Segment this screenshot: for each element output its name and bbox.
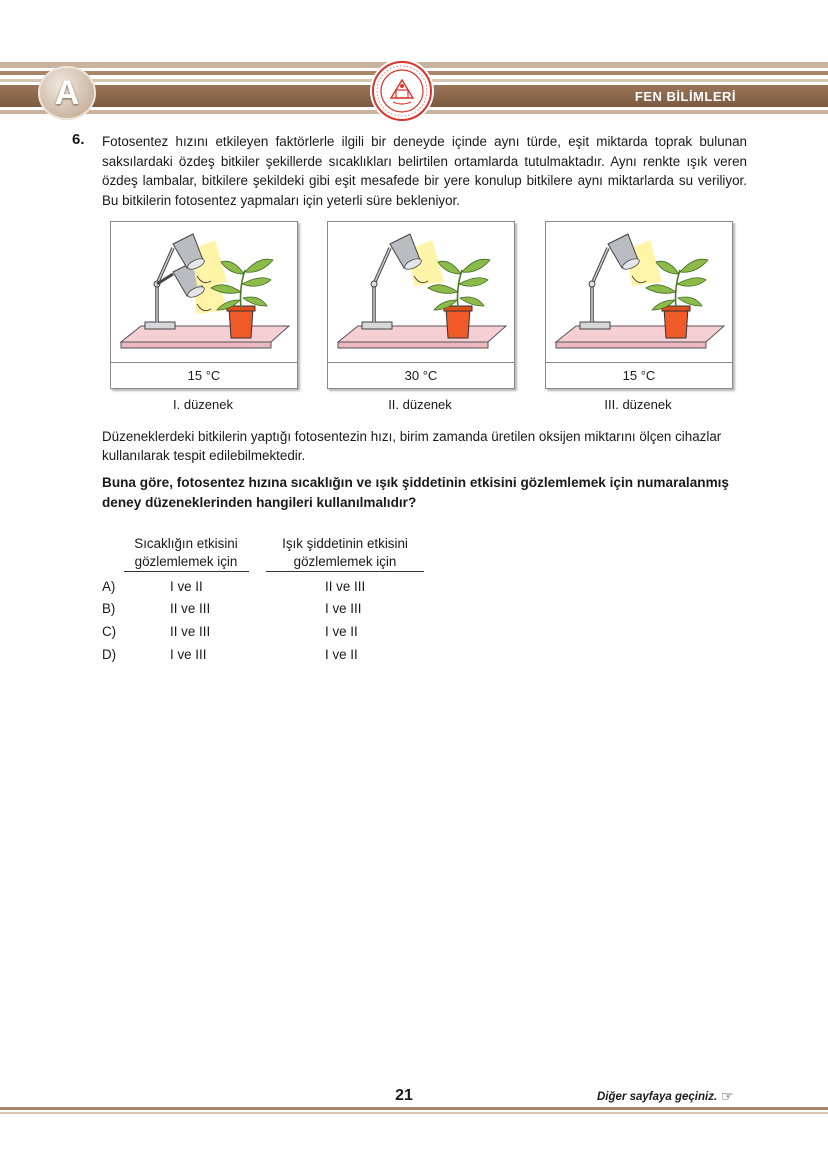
question-number: 6. <box>72 131 85 148</box>
column-header-line: Işık şiddetinin etkisini <box>282 536 408 551</box>
page-number: 21 <box>395 1087 413 1104</box>
booklet-letter: A <box>54 74 80 112</box>
lamp-plant-illustration <box>111 222 297 363</box>
column-header-light <box>266 535 424 571</box>
plant-leaf <box>677 278 706 287</box>
column-header-temperature <box>124 535 248 571</box>
lamp-joint <box>371 281 377 287</box>
plant-leaf <box>245 259 273 272</box>
table-edge <box>556 342 706 348</box>
column-header-line: gözlemlemek için <box>293 554 397 569</box>
setup-panel-3 <box>545 221 733 389</box>
plant-leaf <box>678 297 702 306</box>
subject-title: FEN BİLİMLERİ <box>634 89 736 104</box>
option-d-letter[interactable]: D) <box>102 647 117 662</box>
option-b-light[interactable]: I ve III <box>325 601 362 616</box>
footer-stripe <box>0 1107 828 1110</box>
option-b-temperature[interactable]: II ve III <box>170 601 211 616</box>
lamp-base <box>145 322 175 329</box>
flower-pot <box>664 308 688 338</box>
lamp-joint <box>589 281 595 287</box>
lamp-plant-illustration <box>328 222 514 363</box>
plant-leaf <box>646 285 676 294</box>
setup-panel-2 <box>327 221 515 389</box>
column-underline <box>266 571 424 572</box>
option-a-temperature[interactable]: I ve II <box>170 579 203 594</box>
lamp-icon <box>390 234 444 286</box>
plant-leaf <box>242 278 271 287</box>
plant-stem <box>676 270 681 308</box>
option-b-letter[interactable]: B) <box>102 601 116 616</box>
plant-leaf <box>243 297 267 306</box>
column-header-line: Sıcaklığın etkisini <box>134 536 238 551</box>
lamp-icon <box>608 234 662 286</box>
setup-caption: I. düzenek <box>173 397 233 412</box>
lamp-base <box>362 322 392 329</box>
info-paragraph: Düzeneklerdeki bitkilerin yaptığı fotosentezin hızı, birim zamanda üretilen oksijen miktarını ölçen cihazlar kullanılarak tespit edilebilmektedir. <box>102 429 722 463</box>
option-a-letter[interactable]: A) <box>102 579 116 594</box>
column-header-line: gözlemlemek için <box>134 554 238 569</box>
plant-stem <box>458 270 463 308</box>
table-edge <box>338 342 488 348</box>
option-c-temperature[interactable]: II ve III <box>170 624 211 639</box>
option-d-light[interactable]: I ve II <box>325 647 358 662</box>
setup-panel-1 <box>110 221 298 389</box>
booklet-badge <box>38 66 96 120</box>
setup-caption: III. düzenek <box>604 397 672 412</box>
setup-temperature: 15 °C <box>187 368 221 383</box>
footer-stripe <box>0 1112 828 1114</box>
plant-leaf <box>221 261 244 274</box>
lamp-plant-illustration <box>546 222 732 363</box>
flower-pot <box>446 308 470 338</box>
lamp-base <box>580 322 610 329</box>
pointing-hand-icon: ☞ <box>721 1088 734 1104</box>
option-d-temperature[interactable]: I ve III <box>170 647 207 662</box>
plant-leaf <box>460 297 484 306</box>
column-underline <box>124 571 249 572</box>
table-edge <box>121 342 271 348</box>
ministry-seal-icon <box>369 58 435 124</box>
setup-caption: II. düzenek <box>388 397 452 412</box>
flower-pot <box>229 308 253 338</box>
option-c-light[interactable]: I ve II <box>325 624 358 639</box>
option-c-letter[interactable]: C) <box>102 624 117 639</box>
plant-leaf <box>462 259 490 272</box>
plant-leaf <box>459 278 488 287</box>
option-a-light[interactable]: II ve III <box>325 579 366 594</box>
plant-leaf <box>428 285 458 294</box>
plant-leaf <box>656 261 679 274</box>
plant-leaf <box>438 261 461 274</box>
plant-leaf <box>680 259 708 272</box>
plant-stem <box>241 270 246 308</box>
question-prompt: Buna göre, fotosentez hızına sıcaklığın ve ışık şiddetinin etkisini gözlemlemek için numaralanmış deney düzeneklerinden hangileri kullanılmalıdır? <box>102 475 729 510</box>
setup-temperature: 15 °C <box>622 368 656 383</box>
next-page-text: Diğer sayfaya geçiniz. <box>597 1091 718 1103</box>
setup-temperature: 30 °C <box>404 368 438 383</box>
question-text: Fotosentez hızını etkileyen faktörlerle ilgili bir deneyde içinde aynı türde, eşit miktarda toprak bulunan saksılardaki özdeş bitkiler şekillerde sıcaklıkları belirtilen ortamlarda tutulmaktadır. Aynı renkte ışık veren özdeş lambalar, bitkilere şekildeki gibi eşit mesafede bir yere konulup bitkilere aynı miktarlarda su veriliyor. Bu bitkilerin fotosentez yapmaları için yeterli süre bekleniyor. <box>102 134 747 208</box>
